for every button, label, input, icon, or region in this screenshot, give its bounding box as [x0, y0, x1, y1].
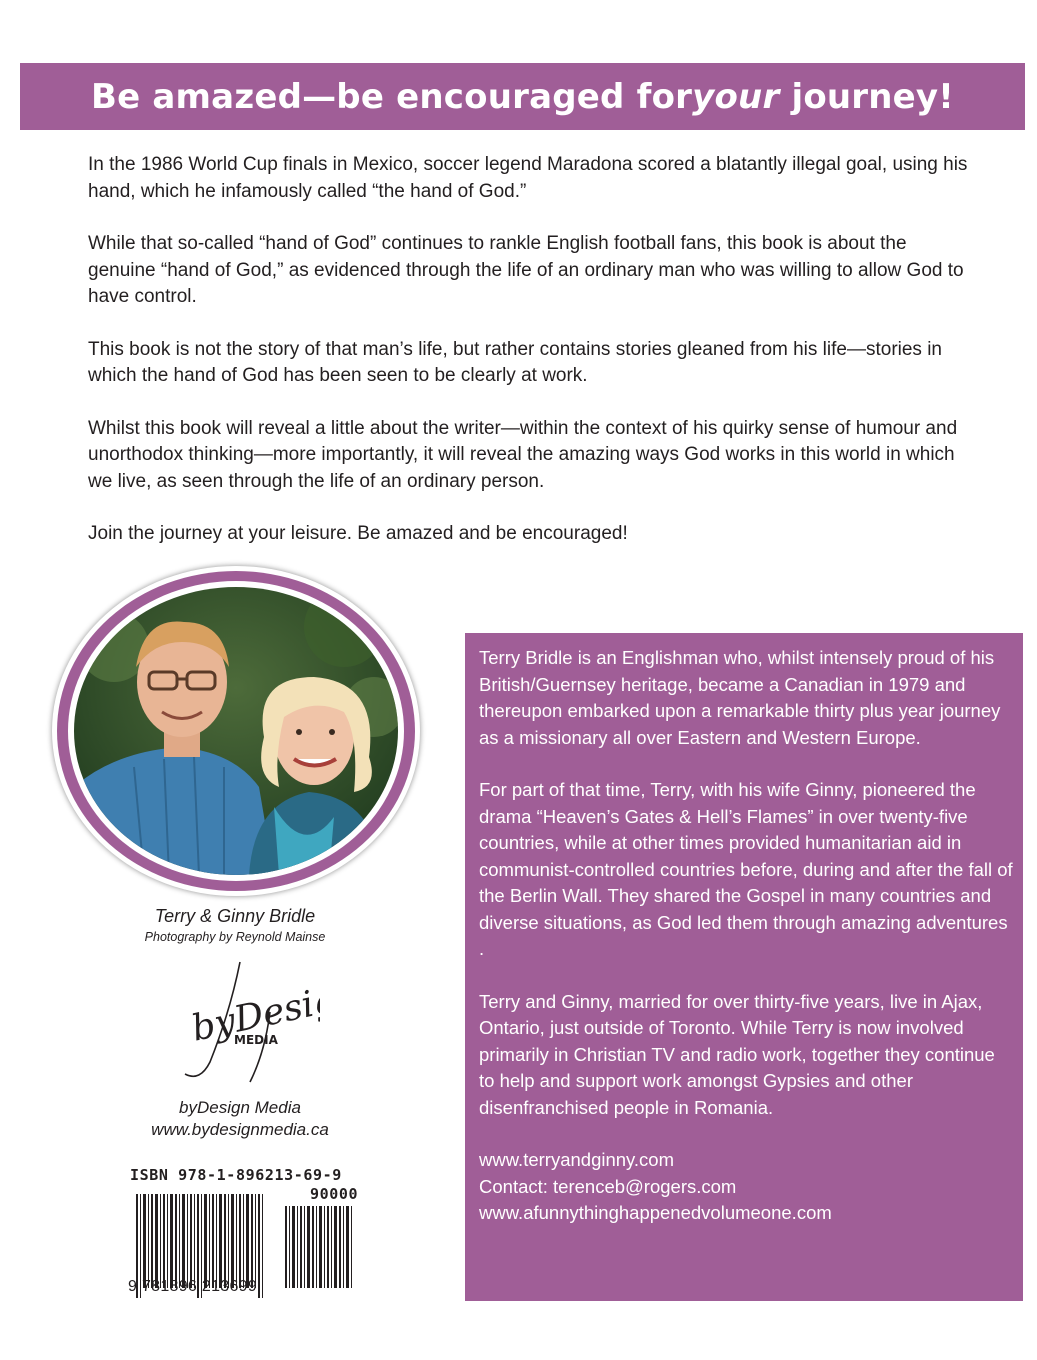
intro-paragraph: Join the journey at your leisure. Be amazed and be encouraged! [88, 523, 628, 544]
intro-text [88, 152, 968, 574]
author-photo [74, 587, 398, 875]
intro-paragraph: While that so-called “hand of God” continues to rankle English football fans, this book is about the genuine “hand of God,” as evidenced through the life of an ordinary man who was willing to allow God to have control. [88, 233, 964, 307]
intro-paragraph: This book is not the story of that man’s life, but rather contains stories gleaned from his life—stories in which the hand of God has been seen to be clearly at work. [88, 338, 942, 386]
barcode-digits: 9 781896 213699 [128, 1278, 258, 1295]
bio-paragraph: Terry and Ginny, married for over thirty-five years, live in Ajax, Ontario, just outside of Toronto. While Terry is now involved primarily in Christian TV and radio work, together they continue to help and support work amongst Gypsies and other disenfranchised people in Romania. [479, 990, 995, 1118]
logo-subtext: MEDIA [234, 1033, 278, 1047]
author-website-link[interactable]: www.terryandginny.com [479, 1149, 675, 1170]
bio-paragraph: For part of that time, Terry, with his wife Ginny, pioneered the drama “Heaven’s Gates & Hell’s Flames” in over twenty-five countries, while at other times provided humanitarian aid in communist-controlled countries before, during and after the fall of the Berlin Wall. They shared the Gospel in many countries and diverse situations, as God led them through amazing adventures . [479, 779, 1013, 959]
publisher-info [120, 1097, 360, 1141]
contact-links [479, 1147, 1013, 1227]
barcode-price-code: 90000 [310, 1185, 359, 1203]
photo-caption: Terry & Ginny Bridle [154, 906, 316, 926]
photo-credit: Photography by Reynold Mainse [144, 930, 326, 944]
intro-paragraph: In the 1986 World Cup finals in Mexico, soccer legend Maradona scored a blatantly illegal goal, using his hand, which he infamously called “the hand of God.” [88, 154, 968, 202]
book-website-link[interactable]: www.afunnythinghappenedvolumeone.com [479, 1202, 832, 1223]
publisher-name: byDesign Media [179, 1098, 301, 1117]
logo-script-text: byDesign [188, 974, 320, 1050]
contact-email[interactable]: Contact: terenceb@rogers.com [479, 1175, 737, 1197]
intro-paragraph: Whilst this book will reveal a little about the writer—within the context of his quirky sense of humour and unorthodox thinking—more importantly, it will reveal the amazing ways God works in this world in which we live, as seen through the life of an ordinary person. [88, 417, 958, 492]
publisher-website: www.bydesignmedia.ca [151, 1120, 329, 1139]
bydesign-media-logo [170, 952, 320, 1092]
banner-title-start: Be amazed—be encouraged for [91, 76, 693, 117]
logo-mark [170, 952, 320, 1092]
banner-title-emphasis: your [692, 76, 780, 117]
bio-paragraph: Terry Bridle is an Englishman who, whilst intensely proud of his British/Guernsey heritage, became a Canadian in 1979 and thereupon embarked upon a remarkable thirty plus year journey as a missionary all over Eastern and Western Europe. [479, 647, 1001, 748]
author-photo-illustration [74, 587, 398, 875]
cover-banner [20, 63, 1025, 130]
banner-title-end: journey! [779, 76, 954, 117]
author-bio-panel [465, 633, 1023, 1301]
isbn-number: ISBN 978-1-896213-69-9 [130, 1166, 342, 1184]
